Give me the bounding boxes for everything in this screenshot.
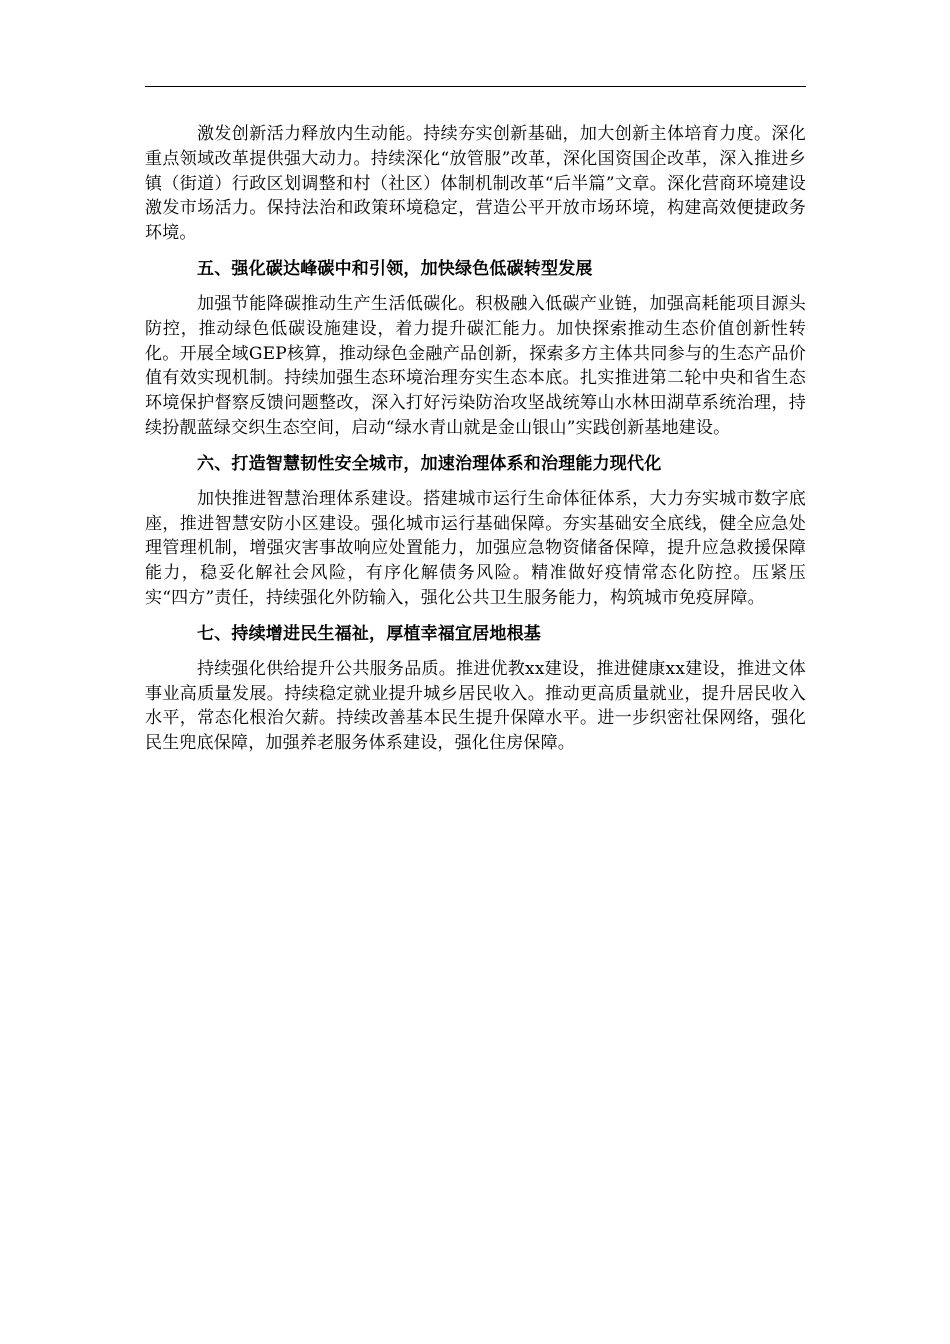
document-body: [145, 122, 806, 767]
paragraph-section-5: 加强节能降碳推动生产生活低碳化。积极融入低碳产业链，加强高耗能项目源头防控，推动绿色低碳设施建设，着力提升碳汇能力。加快探索推动生态价值创新性转化。开展全域GEP核算，推动绿色金融产品创新，探索多方主体共同参与的生态产品价值有效实现机制。持续加强生态环境治理夯实生态本底。扎实推进第二轮中央和省生态环境保护督察反馈问题整改，深入打好污染防治攻坚战统筹山水林田湖草系统治理，持续扮靓蓝绿交织生态空间，启动“绿水青山就是金山银山”实践创新基地建设。: [145, 293, 806, 438]
paragraph-innovation: 激发创新活力释放内生动能。持续夯实创新基础，加大创新主体培育力度。深化重点领域改革提供强大动力。持续深化“放管服”改革，深化国资国企改革，深入推进乡镇（街道）行政区划调整和村（社区）体制机制改革“后半篇”文章。深化营商环境建设激发市场活力。保持法治和政策环境稳定，营造公平开放市场环境，构建高效便捷政务环境。: [145, 124, 806, 244]
heading-section-7: 七、持续增进民生福祉，厚植幸福宜居地根基: [197, 623, 541, 644]
header-rule: [145, 86, 806, 87]
paragraph-section-6: 加快推进智慧治理体系建设。搭建城市运行生命体征体系，大力夯实城市数字底座，推进智慧安防小区建设。强化城市运行基础保障。夯实基础安全底线，健全应急处理管理机制，增强灾害事故响应处置能力，加强应急物资储备保障，提升应急救援保障能力，稳妥化解社会风险，有序化解债务风险。精准做好疫情常态化防控。压紧压实“四方”责任，持续强化外防输入，强化公共卫生服务能力，构筑城市免疫屏障。: [145, 488, 806, 608]
heading-section-5: 五、强化碳达峰碳中和引领，加快绿色低碳转型发展: [197, 258, 593, 279]
heading-section-6: 六、打造智慧韧性安全城市，加速治理体系和治理能力现代化: [197, 453, 662, 474]
paragraph-section-7: 持续强化供给提升公共服务品质。推进优教xx建设，推进健康xx建设，推进文体事业高质量发展。持续稳定就业提升城乡居民收入。推动更高质量就业，提升居民收入水平，常态化根治欠薪。持续改善基本民生提升保障水平。进一步织密社保网络，强化民生兜底保障，加强养老服务体系建设，强化住房保障。: [145, 658, 806, 754]
